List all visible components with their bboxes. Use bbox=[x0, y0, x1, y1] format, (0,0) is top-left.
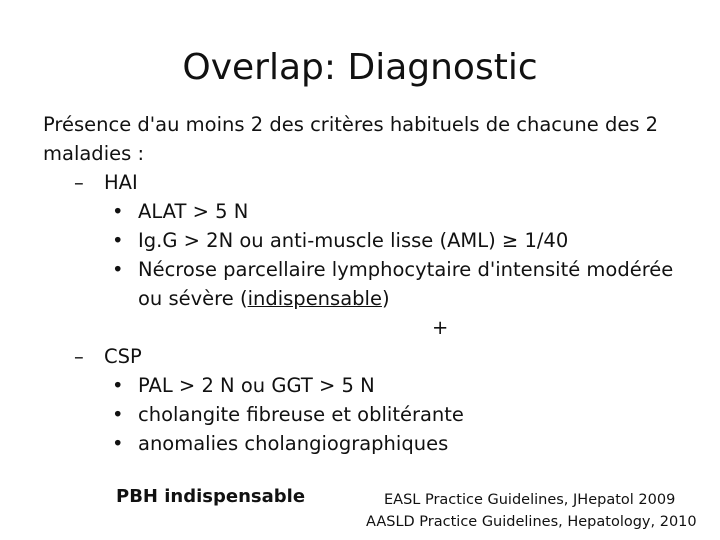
reference-aasld: AASLD Practice Guidelines, Hepatology, 2010 bbox=[366, 514, 697, 530]
bullet-text: Ig.G > 2N ou anti-muscle lisse (AML) ≥ 1/40 bbox=[138, 229, 569, 252]
reference-easl: EASL Practice Guidelines, JHepatol 2009 bbox=[384, 492, 676, 508]
section-heading-hai: HAI bbox=[104, 171, 138, 194]
plus-sign: + bbox=[432, 316, 449, 339]
bullet-text: anomalies cholangiographiques bbox=[138, 432, 449, 455]
pbh-note: PBH indispensable bbox=[116, 486, 306, 507]
intro-text: Présence d'au moins 2 des critères habituels de chacune des 2 maladies : bbox=[43, 113, 659, 165]
bullet-continuation-text bbox=[138, 284, 390, 313]
slide-title: Overlap: Diagnostic bbox=[182, 47, 538, 88]
bullet-text: Nécrose parcellaire lymphocytaire d'intensité modérée bbox=[138, 258, 674, 281]
bullet-dot: • bbox=[112, 229, 124, 252]
bullet-dot: • bbox=[112, 432, 124, 455]
bullet-text: PAL > 2 N ou GGT > 5 N bbox=[138, 374, 375, 397]
section-heading-csp: CSP bbox=[104, 345, 142, 368]
bullet-dot: • bbox=[112, 403, 124, 426]
bullet-dot: • bbox=[112, 200, 124, 223]
continuation-prefix: ou sévère ( bbox=[138, 287, 248, 310]
dash-marker: – bbox=[74, 171, 84, 194]
bullet-text: ALAT > 5 N bbox=[138, 200, 249, 223]
bullet-text: cholangite fibreuse et oblitérante bbox=[138, 403, 464, 426]
continuation-suffix: ) bbox=[381, 287, 390, 310]
indispensable-underlined: indispensable bbox=[247, 287, 382, 310]
bullet-dot: • bbox=[112, 374, 124, 397]
dash-marker: – bbox=[74, 345, 84, 368]
bullet-dot: • bbox=[112, 258, 124, 281]
